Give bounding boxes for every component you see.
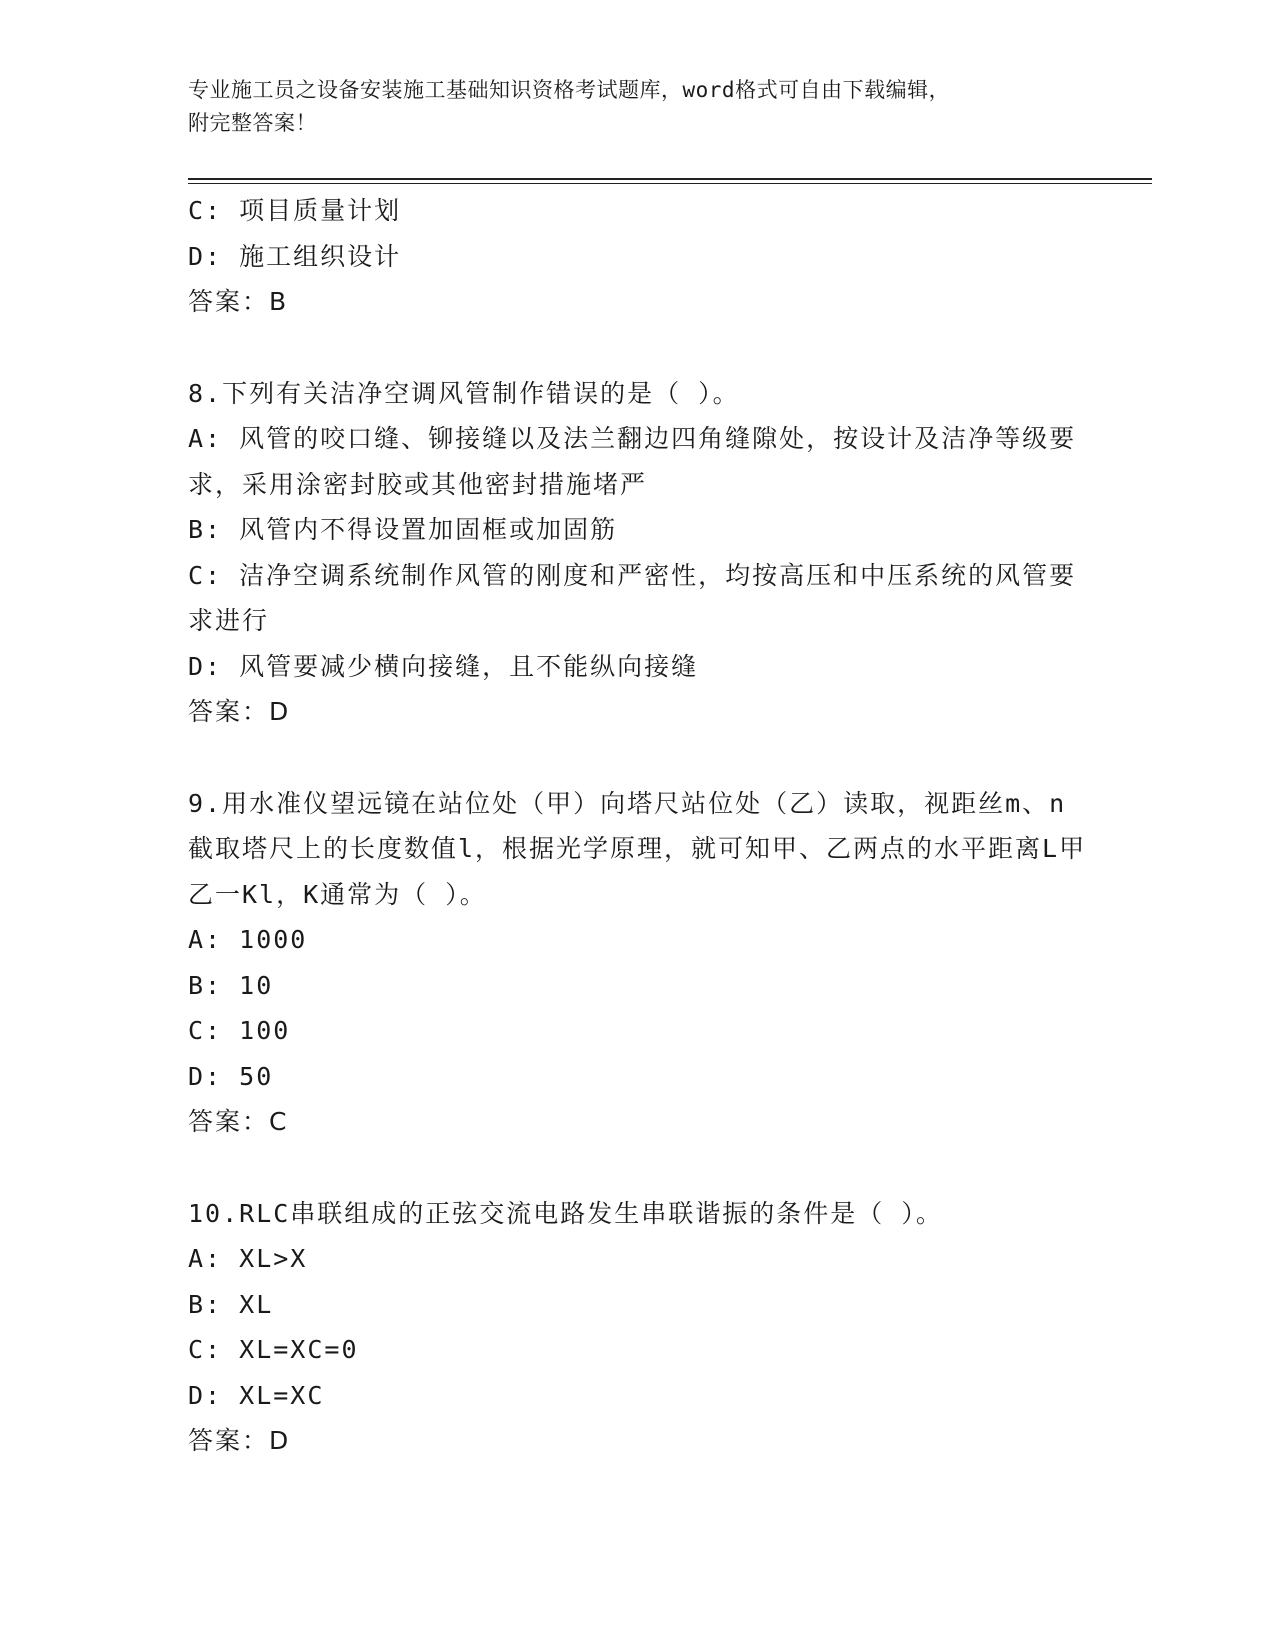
option-b: B: 10 [188,970,274,1000]
option-a: A: 风管的咬口缝、铆接缝以及法兰翻边四角缝隙处，按设计及洁净等级要求，采用涂密封胶或其他密封措施堵严 [188,424,1077,499]
option-c: C: XL=XC=0 [188,1335,359,1364]
header-line-1: 专业施工员之设备安装施工基础知识资格考试题库，word格式可自由下载编辑， [188,78,951,102]
option-d: D: 施工组织设计 [188,241,402,271]
header-line-2: 附完整答案！ [188,111,317,135]
question-list [188,188,1088,1464]
option-b: B: XL [188,1289,274,1319]
question-block-7 [188,188,1088,325]
answer-line: 答案：D [188,697,291,726]
answer-line: 答案：C [188,1107,289,1136]
question-text: 9.用水准仪望远镜在站位处（甲）向塔尺站位处（乙）读取，视距丝m、n截取塔尺上的长度数值l，根据光学原理，就可知甲、乙两点的水平距离L甲乙一Kl，K通常为（ ）。 [188,788,1087,909]
answer-line: 答案：B [188,287,289,316]
option-d: D: 50 [188,1061,274,1091]
answer-line: 答案：D [188,1426,291,1455]
header-divider-thick [188,178,1152,180]
question-text: 10.RLC串联组成的正弦交流电路发生串联谐振的条件是（ ）。 [188,1198,943,1228]
question-block-10 [188,1191,1088,1464]
option-d: D: 风管要减少横向接缝，且不能纵向接缝 [188,651,699,681]
option-c: C: 100 [188,1016,291,1045]
option-c: C: 项目质量计划 [188,196,402,225]
header-divider-thin [188,183,1152,184]
question-block-9 [188,781,1088,1145]
option-a: A: 1000 [188,925,308,954]
option-a: A: XL>X [188,1244,308,1273]
spacer [188,735,1088,781]
option-c: C: 洁净空调系统制作风管的刚度和严密性，均按高压和中压系统的风管要求进行 [188,560,1077,635]
option-d: D: XL=XC [188,1380,325,1410]
option-b: B: 风管内不得设置加固框或加固筋 [188,515,618,544]
question-text: 8.下列有关洁净空调风管制作错误的是（ ）。 [188,378,740,408]
spacer [188,325,1088,371]
spacer [188,1145,1088,1191]
document-header [188,74,1088,140]
question-block-8 [188,371,1088,735]
